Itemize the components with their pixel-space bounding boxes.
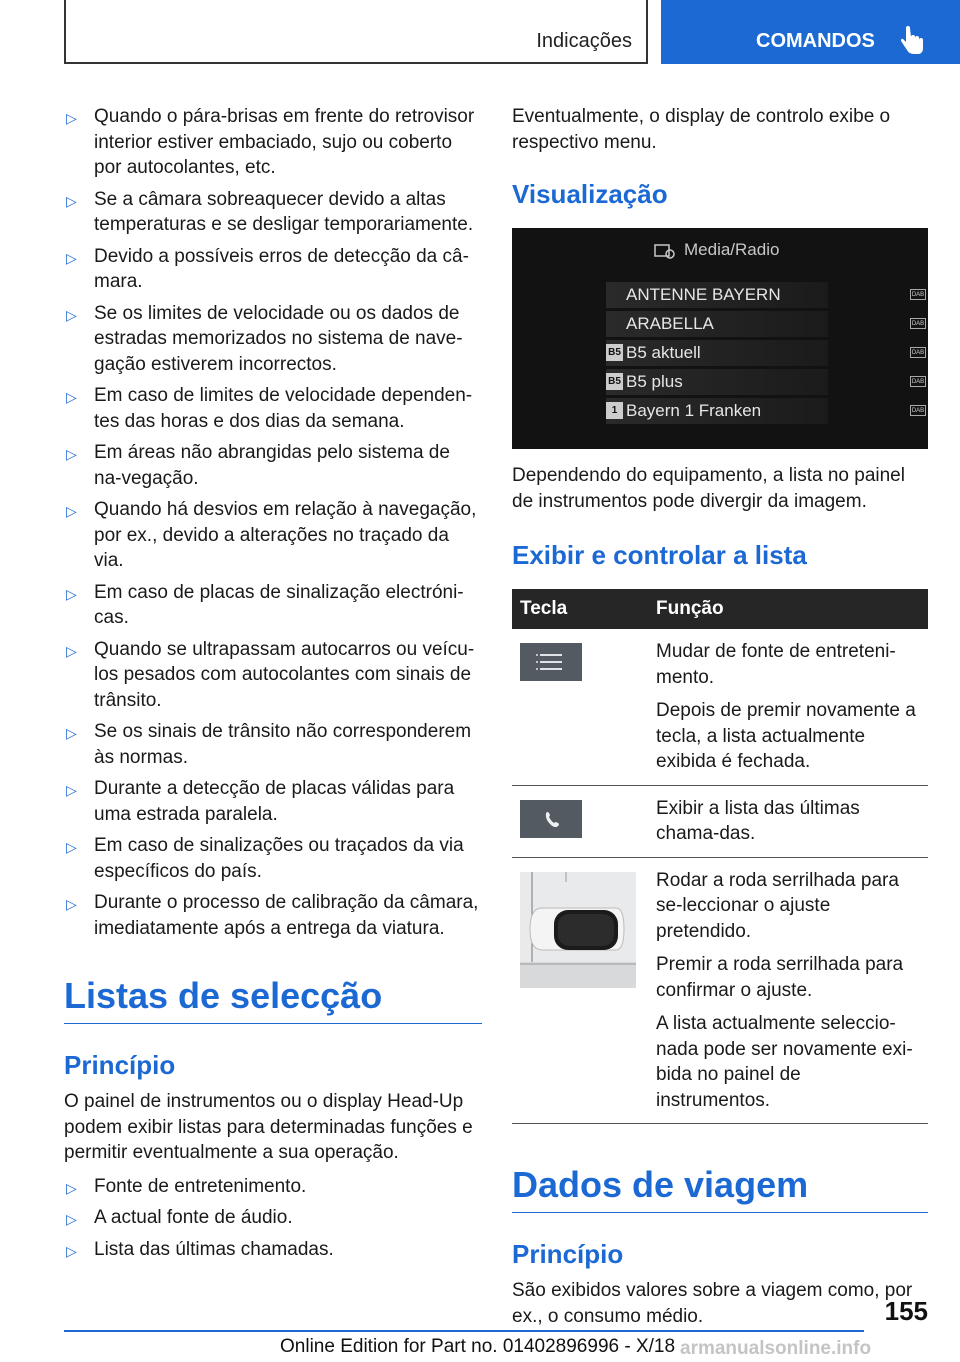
list-item-text: Se os sinais de trânsito não corresponderem às normas. — [94, 721, 472, 768]
footer-edition: Online Edition for Part no. 01402896996 - X/18 — [280, 1336, 676, 1357]
visualization-title: Visualização — [512, 179, 668, 209]
bullet-triangle-icon: ▷ — [66, 110, 77, 126]
list-item — [64, 833, 482, 884]
display-screenshot — [512, 228, 928, 449]
list-item-text: Durante o processo de calibração da câmara, imediatamente após a entrega da viatura. — [94, 892, 479, 939]
bullet-triangle-icon: ▷ — [66, 1179, 77, 1196]
display-list-item — [606, 311, 925, 337]
dab-badge: DAB — [910, 347, 926, 358]
station-logo-icon: B5 — [606, 344, 623, 361]
trip-principle-text: São exibidos valores sobre a viagem como, por ex., o consumo médio. — [512, 1280, 913, 1327]
display-list-item — [606, 282, 925, 308]
station-logo-icon: 1 — [606, 402, 623, 419]
list-item — [64, 497, 482, 574]
table-row — [512, 857, 928, 1124]
bullet-triangle-icon: ▷ — [66, 725, 77, 741]
intro-text: Eventualmente, o display de controlo exibe o respectivo menu. — [512, 106, 891, 153]
header-chapter-tab — [661, 0, 960, 64]
function-text: Premir a roda serrilhada para confirmar o ajuste. — [656, 954, 904, 1001]
header-section-box — [64, 0, 648, 64]
display-caption: Dependendo do equipamento, a lista no painel de instrumentos pode divergir da imagem. — [512, 465, 905, 512]
bullet-triangle-icon: ▷ — [66, 389, 77, 405]
dab-badge: DAB — [910, 405, 926, 416]
bullet-triangle-icon: ▷ — [66, 446, 77, 462]
list-item — [64, 301, 482, 378]
table-row — [512, 629, 928, 785]
bullet-triangle-icon: ▷ — [66, 192, 77, 209]
bullet-triangle-icon: ▷ — [66, 585, 77, 602]
list-item-text: Em caso de limites de velocidade dependen-tes das horas e dos dias da semana. — [94, 385, 473, 432]
left-column — [64, 104, 482, 1268]
display-list-item — [606, 398, 925, 424]
function-text: Rodar a roda serrilhada para se-leccionar o ajuste pretendido. — [656, 869, 899, 942]
list-item — [64, 719, 482, 770]
display-list-item — [606, 340, 925, 366]
bullet-triangle-icon: ▷ — [66, 503, 77, 519]
station-logo-icon: B5 — [606, 373, 623, 390]
page-number: 155 — [884, 1296, 928, 1326]
bullet-triangle-icon: ▷ — [66, 306, 77, 323]
key-cell — [512, 785, 648, 857]
function-cell — [648, 785, 928, 857]
list-item — [64, 187, 482, 238]
footer-divider — [64, 1330, 864, 1332]
list-item — [64, 383, 482, 434]
header-section-label: Indicações — [536, 30, 632, 52]
list-item — [64, 637, 482, 714]
bullet-triangle-icon: ▷ — [66, 249, 77, 266]
list-icon — [520, 643, 640, 686]
list-item — [64, 1237, 482, 1263]
trip-data-title: Dados de viagem — [512, 1164, 928, 1213]
list-item — [64, 890, 482, 941]
col-header-key: Tecla — [512, 589, 648, 629]
display-title: Media/Radio — [684, 240, 780, 259]
key-function-table — [512, 589, 928, 1124]
list-item — [64, 1205, 482, 1231]
list-item-text: Quando há desvios em relação à navegação, por ex., devido a alterações no traçado da via. — [94, 499, 477, 571]
list-item — [64, 776, 482, 827]
station-label: ARABELLA — [626, 314, 714, 333]
list-item — [64, 580, 482, 631]
principle-list — [64, 1174, 482, 1263]
watermark-logo: armanualsonline.info — [680, 1338, 872, 1359]
principle-text: O painel de instrumentos ou o display Head-Up podem exibir listas para determinadas funções e permitir eventualmente a sua operação. — [64, 1091, 473, 1163]
list-item-text: Em caso de sinalizações ou traçados da via específicos do país. — [94, 835, 464, 882]
section-title: Listas de selecção — [64, 975, 482, 1024]
list-item-text: Devido a possíveis erros de detecção da câ-mara. — [94, 245, 469, 292]
station-label: B5 aktuell — [626, 343, 701, 362]
list-item-text: Quando se ultrapassam autocarros ou veícu-los pesados com autocolantes com sinais de trânsito. — [94, 638, 475, 711]
function-text: Mudar de fonte de entreteni-mento. — [656, 641, 896, 688]
list-control-title: Exibir e controlar a lista — [512, 540, 807, 570]
right-column — [512, 104, 928, 1329]
station-label: ANTENNE BAYERN — [626, 285, 781, 304]
station-label: Bayern 1 Franken — [626, 401, 762, 420]
list-item-text: Durante a detecção de placas válidas para uma estrada paralela. — [94, 778, 455, 825]
trip-principle-title: Princípio — [512, 1239, 624, 1269]
station-label: B5 plus — [626, 372, 683, 391]
list-item-text: Lista das últimas chamadas. — [94, 1238, 334, 1260]
key-cell — [512, 857, 648, 1124]
list-item — [64, 104, 482, 181]
list-item-text: Em áreas não abrangidas pelo sistema de na-vegação. — [94, 442, 450, 489]
function-cell — [648, 857, 928, 1124]
phone-icon — [520, 800, 640, 843]
list-item-text: Em caso de placas de sinalização electróni-cas. — [94, 581, 464, 628]
media-radio-icon — [654, 242, 676, 260]
list-item-text: A actual fonte de áudio. — [94, 1207, 293, 1228]
table-row — [512, 785, 928, 857]
list-item-text: Fonte de entretenimento. — [94, 1175, 307, 1197]
function-text: Exibir a lista das últimas chama-das. — [656, 797, 860, 844]
header-chapter-label: COMANDOS — [756, 30, 875, 52]
function-text: Depois de premir novamente a tecla, a lista actualmente exibida é fechada. — [656, 700, 916, 772]
list-item-text: Se a câmara sobreaquecer devido a altas temperaturas e se desligar temporariamente. — [94, 188, 474, 235]
bullet-triangle-icon: ▷ — [66, 782, 77, 798]
list-item — [64, 244, 482, 295]
list-item — [64, 1174, 482, 1200]
function-text: A lista actualmente seleccio-nada pode ser novamente exi-bida no painel de instrumentos. — [656, 1013, 913, 1111]
principle-title: Princípio — [64, 1050, 176, 1080]
list-item-text: Se os limites de velocidade ou os dados de estradas memorizados no sistema de nave-gação estiverem incorrectos. — [94, 302, 463, 375]
dab-badge: DAB — [910, 318, 926, 329]
col-header-function: Função — [648, 589, 928, 629]
causes-list — [64, 104, 482, 941]
list-item-text: Quando o pára-brisas em frente do retrovisor interior estiver embaciado, sujo ou coberto por autocolantes, etc. — [94, 106, 475, 178]
function-cell — [648, 629, 928, 785]
list-item — [64, 440, 482, 491]
key-cell — [512, 629, 648, 785]
display-list-item — [606, 369, 925, 395]
bullet-triangle-icon: ▷ — [66, 1211, 77, 1227]
bullet-triangle-icon: ▷ — [66, 896, 77, 912]
bullet-triangle-icon: ▷ — [66, 642, 77, 659]
hand-pointer-icon — [899, 26, 925, 56]
bullet-triangle-icon: ▷ — [66, 839, 77, 855]
bullet-triangle-icon: ▷ — [66, 1242, 77, 1259]
thumbwheel-icon — [520, 872, 640, 993]
dab-badge: DAB — [910, 376, 926, 387]
dab-badge: DAB — [910, 289, 926, 300]
